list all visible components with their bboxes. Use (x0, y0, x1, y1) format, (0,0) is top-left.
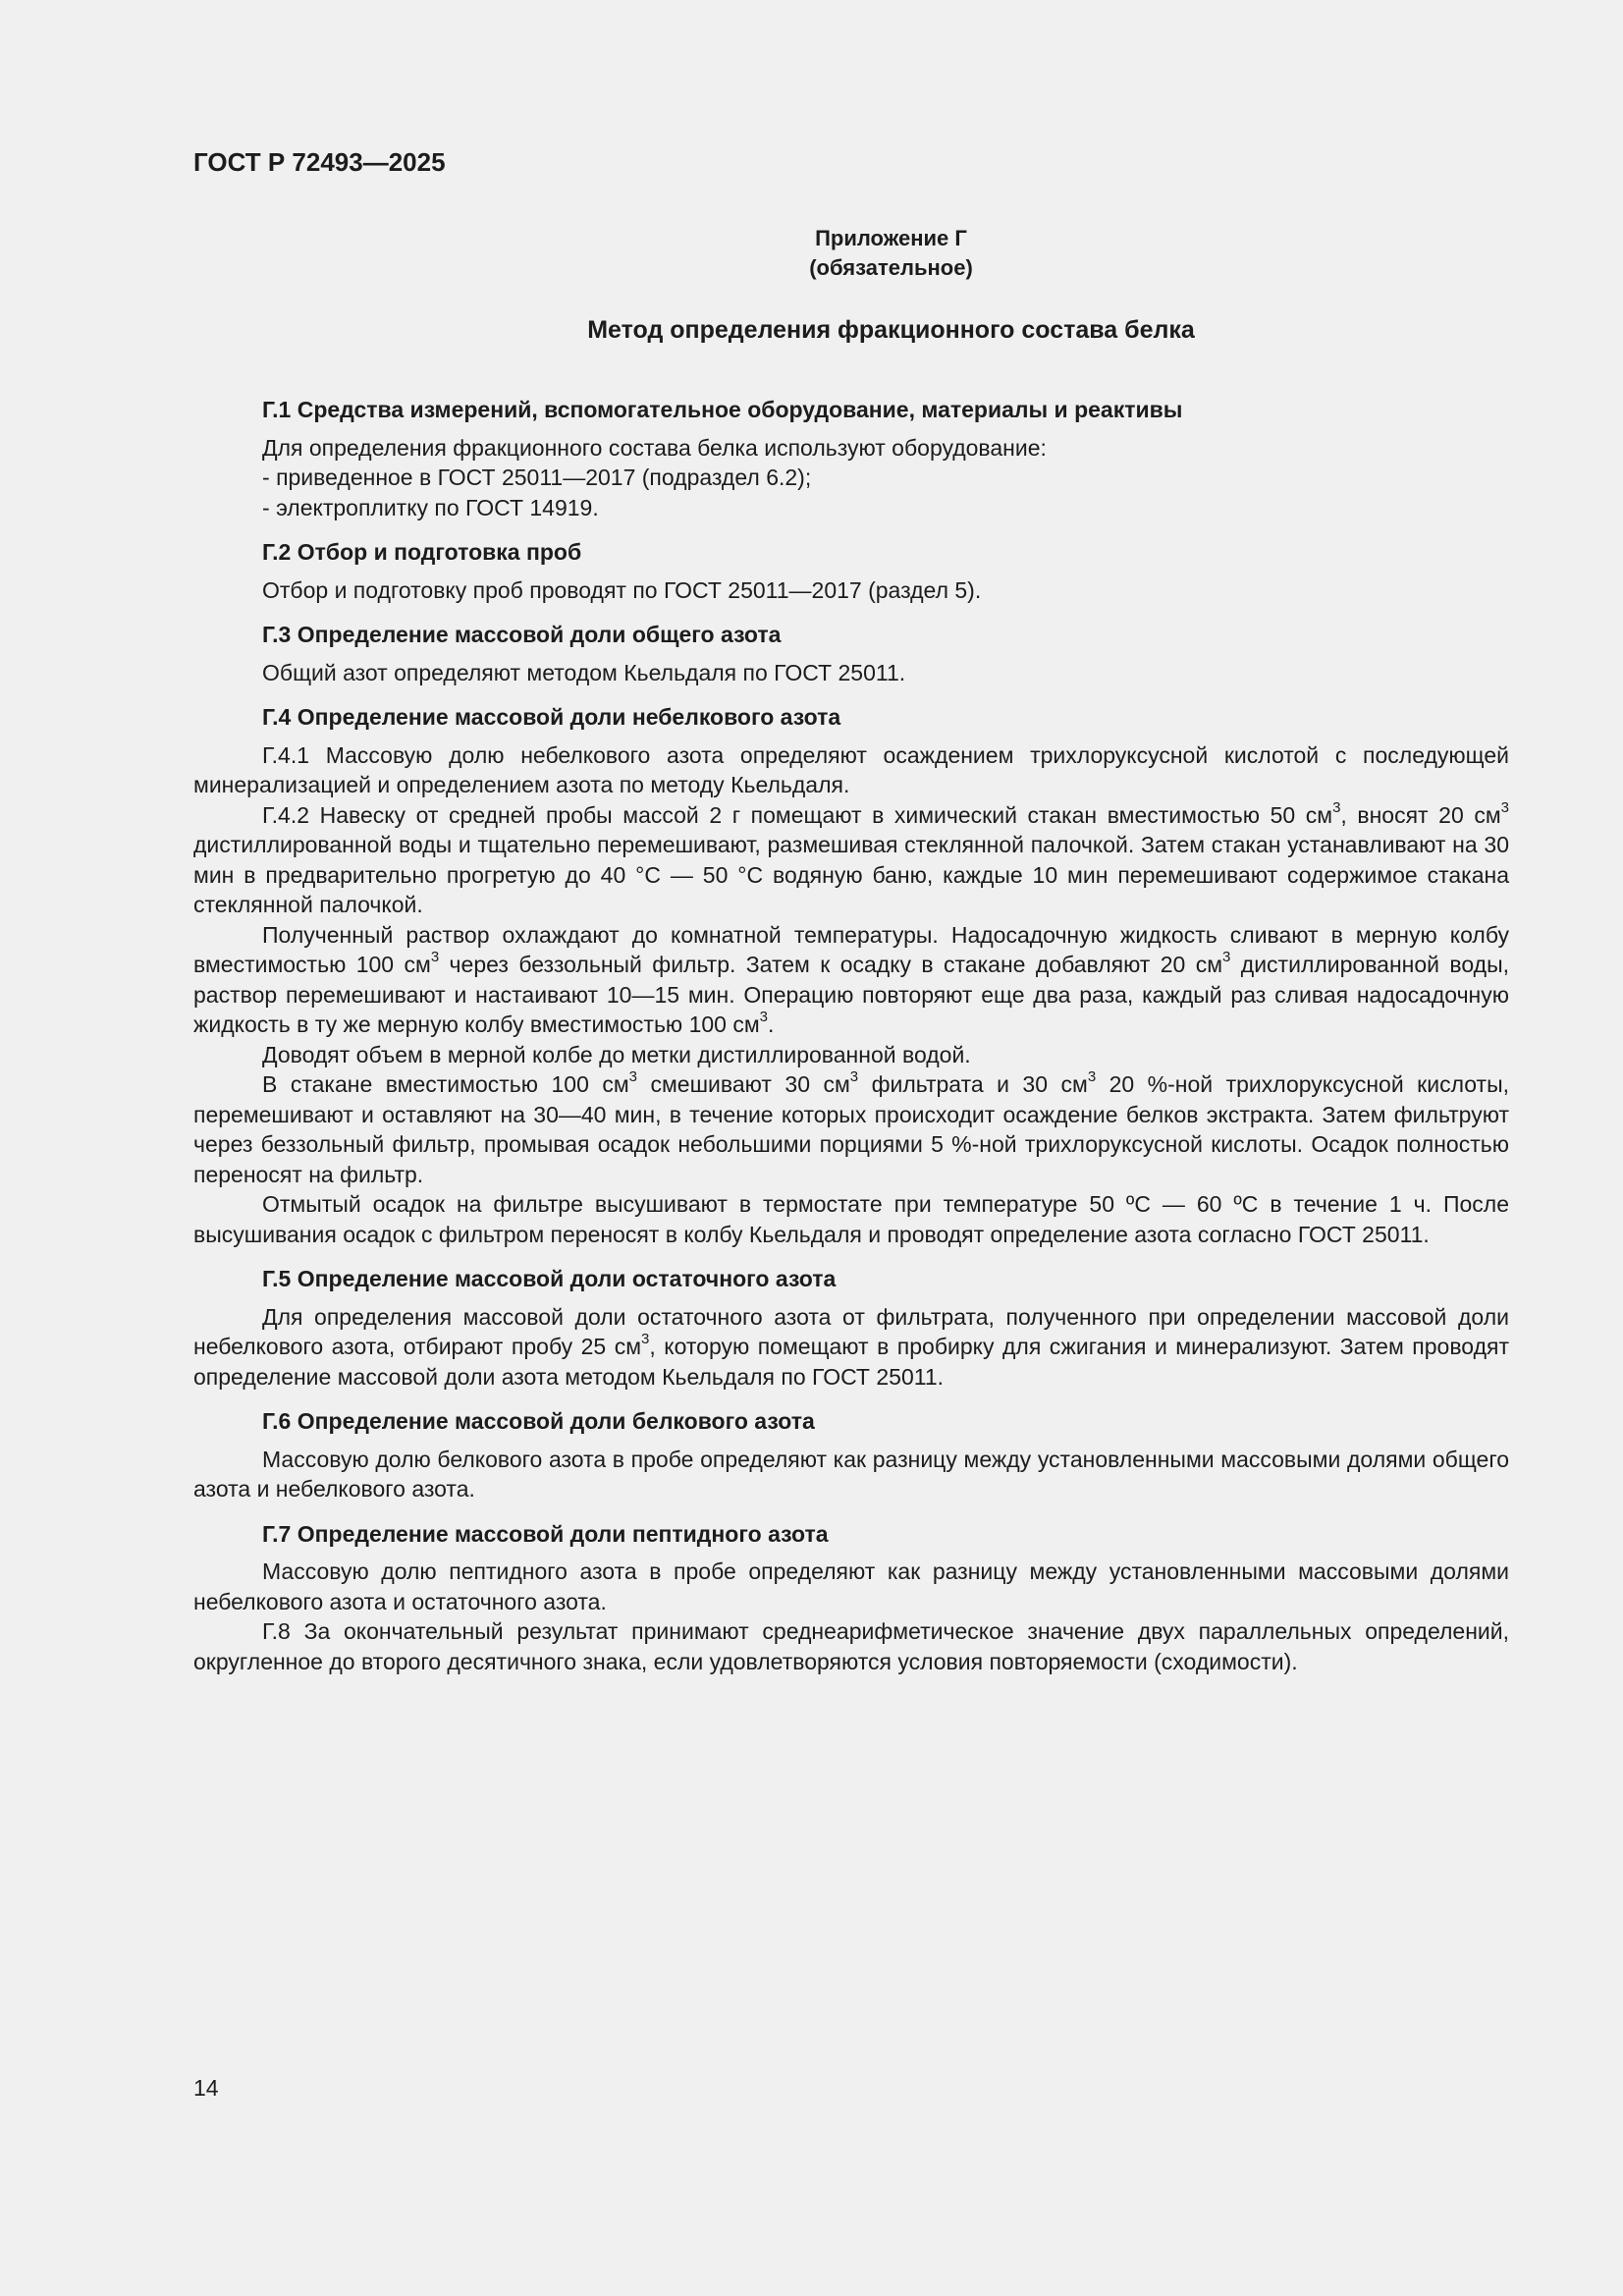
section-g3-text: Общий азот определяют методом Кьельдаля по ГОСТ 25011. (262, 659, 906, 685)
section-heading-g2: Г.2 Отбор и подготовка проб (262, 539, 582, 565)
document-code: ГОСТ Р 72493—2025 (193, 147, 446, 177)
paragraph-g4-6: Отмытый осадок на фильтре высушивают в термостате при температуре 50 ºС — 60 ºС в течение 1 ч. После высушивания осадок с фильтром переносят в колбу Кьельдаля и проводят определение азота согласно ГОСТ 25011. (193, 1191, 1509, 1247)
list-item: - электроплитку по ГОСТ 14919. (262, 493, 1509, 523)
section-g1-intro: Для определения фракционного состава белка используют оборудование: (262, 434, 1047, 461)
paragraph-g7: Массовую долю пептидного азота в пробе определяют как разницу между установленными массовыми долями небелкового азота и остаточного азота. (193, 1558, 1509, 1614)
paragraph-g4-1: Г.4.1 Массовую долю небелкового азота определяют осаждением трихлоруксусной кислотой с последующей минерализацией и определением азота по методу Кьельдаля. (193, 741, 1509, 797)
section-heading-g6: Г.6 Определение массовой доли белкового азота (262, 1408, 815, 1434)
paragraph-g6: Массовую долю белкового азота в пробе определяют как разницу между установленными массовыми долями общего азота и небелкового азота. (193, 1446, 1509, 1502)
page-number: 14 (193, 2075, 219, 2101)
paragraph-g4-2: Г.4.2 Навеску от средней пробы массой 2 г помещают в химический стакан вместимостью 50 $см^3$, вносят 20 $см^3$ дистиллированной воды и тщательно перемешивают, размешивая стеклянной палочкой. Затем стакан устанавливают на 30 мин в предварительно прогретую до 40 °С — 50 °С водяную баню, каждые 10 мин перемешивают содержимое стакана стеклянной палочкой. (193, 798, 1509, 917)
document-body (193, 395, 1509, 1676)
paragraph-g4-3: Полученный раствор охлаждают до комнатной температуры. Надосадочную жидкость сливают в мерную колбу вместимостью 100 $см^3$ через беззольный фильтр. Затем к осадку в стакане добавляют 20 $см^3$ дистиллированной воды, раствор перемешивают и настаивают 10—15 мин. Операцию повторяют еще два раза, каждый раз сливая надосадочную жидкость в ту же мерную колбу вместимостью 100 $см^3$. (193, 921, 1509, 1037)
paragraph-g4-5: В стакане вместимостью 100 $см^3$ смешивают 30 $см^3$ фильтрата и 30 $см^3$ 20 %-ной трихлоруксусной кислоты, перемешивают и оставляют на 30—40 мин, в течение которых происходит осаждение белков экстракта. Затем фильтруют через беззольный фильтр, промывая осадок небольшими порциями 5 %-ной трихлоруксусной кислоты. Осадок полностью переносят на фильтр. (193, 1068, 1509, 1187)
annex-status: (обязательное) (809, 255, 973, 280)
section-heading-g7: Г.7 Определение массовой доли пептидного азота (262, 1520, 829, 1547)
equipment-list (262, 463, 1509, 522)
section-heading-g3: Г.3 Определение массовой доли общего азота (262, 622, 782, 647)
section-heading-g5: Г.5 Определение массовой доли остаточного азота (262, 1266, 837, 1291)
list-item: - приведенное в ГОСТ 25011—2017 (подраздел 6.2); (262, 463, 1509, 493)
section-g2-text: Отбор и подготовку проб проводят по ГОСТ 25011—2017 (раздел 5). (262, 576, 982, 603)
paragraph-g8: Г.8 За окончательный результат принимают среднеарифметическое значение двух параллельных определений, округленное до второго десятичного знака, если удовлетворяются условия повторяемости (сходимости). (193, 1618, 1509, 1674)
main-title: Метод определения фракционного состава белка (587, 316, 1195, 344)
annex-title: Приложение Г (815, 226, 967, 250)
section-heading-g1: Г.1 Средства измерений, вспомогательное оборудование, материалы и реактивы (262, 397, 1183, 422)
section-heading-g4: Г.4 Определение массовой доли небелкового азота (262, 704, 841, 730)
annex-header (0, 224, 1623, 283)
paragraph-g5: Для определения массовой доли остаточного азота от фильтрата, полученного при определении массовой доли небелкового азота, отбирают пробу 25 $см^3$, которую помещают в пробирку для сжигания и минерализуют. Затем проводят определение массовой доли азота методом Кьельдаля по ГОСТ 25011. (193, 1303, 1509, 1390)
paragraph-g4-4: Доводят объем в мерной колбе до метки дистиллированной водой. (262, 1041, 971, 1067)
